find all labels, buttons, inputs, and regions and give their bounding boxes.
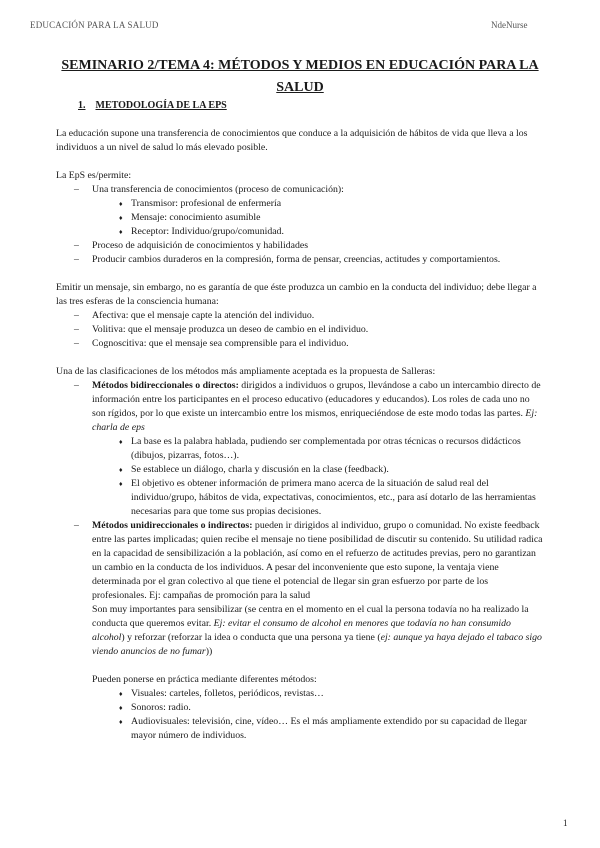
- methods-list: [56, 379, 544, 743]
- message-paragraph: Emitir un mensaje, sin embargo, no es garantía de que éste produzca un cambio en la conducta del individuo; debe llegar a las tres esferas de la consciencia humana:: [56, 282, 537, 307]
- list-item: – Cognoscitiva: que el mensaje sea comprensible para el individuo.: [56, 337, 544, 351]
- list-item: ♦ Se establece un diálogo, charla y discusión en la clase (feedback).: [92, 463, 544, 477]
- list-item: ♦ Transmisor: profesional de enfermería: [92, 197, 544, 211]
- header-author: NdeNurse: [491, 20, 528, 30]
- eps-sublist: [92, 197, 544, 239]
- bidirectional-sublist: [92, 435, 544, 519]
- section-title: METODOLOGÍA DE LA EPS: [95, 100, 227, 111]
- list-item: – Una transferencia de conocimientos (proceso de comunicación): ♦ Transmisor: profesional de enfermería ♦ Mensaje: conocimiento asumible ♦ Receptor: Individuo/grupo/comunidad.: [56, 183, 544, 239]
- section-number: 1.: [78, 100, 86, 111]
- intro-paragraph: La educación supone una transferencia de conocimientos que conduce a la adquisición de hábitos de vida que lleva a los individuos a un nivel de salud lo más elevado posible.: [56, 128, 528, 153]
- media-sublist: [92, 687, 544, 743]
- page-number: 1: [563, 818, 568, 828]
- list-item: ♦ Sonoros: radio.: [92, 701, 544, 715]
- list-item: – Proceso de adquisición de conocimientos y habilidades: [56, 239, 544, 253]
- consciousness-list: [56, 309, 544, 351]
- page-title: SEMINARIO 2/TEMA 4: MÉTODOS Y MEDIOS EN EDUCACIÓN PARA LA SALUD: [61, 58, 539, 95]
- list-item: ♦ Visuales: carteles, folletos, periódicos, revistas…: [92, 687, 544, 701]
- list-item: ♦ El objetivo es obtener información de primera mano acerca de la situación de salud real del individuo/grupo, hábitos de vida, expectativas, conocimientos, etc., para así dotarlo de las herramientas necesarias para que tome sus propias decisiones.: [92, 477, 544, 519]
- list-item: – Afectiva: que el mensaje capte la atención del individuo.: [56, 309, 544, 323]
- media-lead: Pueden ponerse en práctica mediante diferentes métodos:: [92, 674, 317, 685]
- list-item: ♦ Mensaje: conocimiento asumible: [92, 211, 544, 225]
- document-body: [56, 99, 544, 743]
- unidirectional-label: Métodos unidireccionales o indirectos:: [92, 520, 253, 531]
- list-item: ♦ Audiovisuales: televisión, cine, vídeo… Es el más ampliamente extendido por su capacidad de llegar mayor número de individuos.: [92, 715, 544, 743]
- header-course-title: EDUCACIÓN PARA LA SALUD: [30, 20, 159, 30]
- bidirectional-example: Ej: charla de eps: [92, 408, 538, 433]
- bidirectional-label: Métodos bidireccionales o directos:: [92, 380, 239, 391]
- eps-lead: La EpS es/permite:: [56, 170, 132, 181]
- eps-list: [56, 183, 544, 267]
- section-heading: [56, 99, 544, 113]
- list-item: – Producir cambios duraderos en la compresión, forma de pensar, creencias, actitudes y comportamientos.: [56, 253, 544, 267]
- list-item: ♦ Receptor: Individuo/grupo/comunidad.: [92, 225, 544, 239]
- list-item: ♦ La base es la palabra hablada, pudiendo ser complementada por otras técnicas o recursos didácticos (dibujos, pizarras, fotos…).: [92, 435, 544, 463]
- list-item: – Métodos unidireccionales o indirectos: pueden ir dirigidos al individuo, grupo o comunidad. No existe feedback entre las partes implicadas; quien recibe el mensaje no tiene posibilidad de discutir su contenido. Su utilidad radica en la capacidad de sensibilización a la población, así como en el refuerzo de actitudes previas, pero no garantizan un cambio en la conducta de los individuos. A pesar del inconveniente que esto supone, la ventaja viene determinada por el gran colectivo al que tiene el potencial de llegar sin gran esfuerzo por parte de los profesionales. Ej: campañas de promoción para la salud Son muy importantes para sensibilizar (se centra en el momento en el cual la persona todavía no ha realizado la conducta que queremos evitar. Ej: evitar el consumo de alcohol en menores que todavía no han consumido alcohol) y reforzar (reforzar la idea o conducta que una persona ya tiene (ej: aunque ya haya dejado el tabaco sigo viendo anuncios de no fumar)) Pueden ponerse en práctica mediante diferentes métodos: ♦ Visuales: carteles, folletos, periódicos, revistas… ♦ Sonoros: radio. ♦ Audiovisuales: televisión, cine, vídeo… Es el más ampliamente extendido por su capacidad de llegar mayor número de individuos.: [56, 519, 544, 743]
- methods-lead: Una de las clasificaciones de los métodos más ampliamente aceptada es la propuesta de Salleras:: [56, 366, 436, 377]
- list-item: – Métodos bidireccionales o directos: dirigidos a individuos o grupos, llevándose a cabo un intercambio directo de información entre los participantes en el proceso educativo (educadores y educandos). Los roles de cada uno no son rígidos, por lo que existe un intercambio entre los mismos, enriqueciéndose de este modo todas las partes. Ej: charla de eps ♦ La base es la palabra hablada, pudiendo ser complementada por otras técnicas o recursos didácticos (dibujos, pizarras, fotos…). ♦ Se establece un diálogo, charla y discusión en la clase (feedback). ♦ El objetivo es obtener información de primera mano acerca de la situación de salud real del individuo/grupo, hábitos de vida, expectativas, conocimientos, etc., para así dotarlo de las herramientas necesarias para que tome sus propias decisiones.: [56, 379, 544, 519]
- sensitization-paragraph: Son muy importantes para sensibilizar (se centra en el momento en el cual la persona todavía no ha realizado la conducta que queremos evitar. Ej: evitar el consumo de alcohol en menores que todavía no han consumido alcohol) y reforzar (reforzar la idea o conducta que una persona ya tiene (ej: aunque ya haya dejado el tabaco sigo viendo anuncios de no fumar)): [92, 604, 542, 657]
- list-item: – Volitiva: que el mensaje produzca un deseo de cambio en el individuo.: [56, 323, 544, 337]
